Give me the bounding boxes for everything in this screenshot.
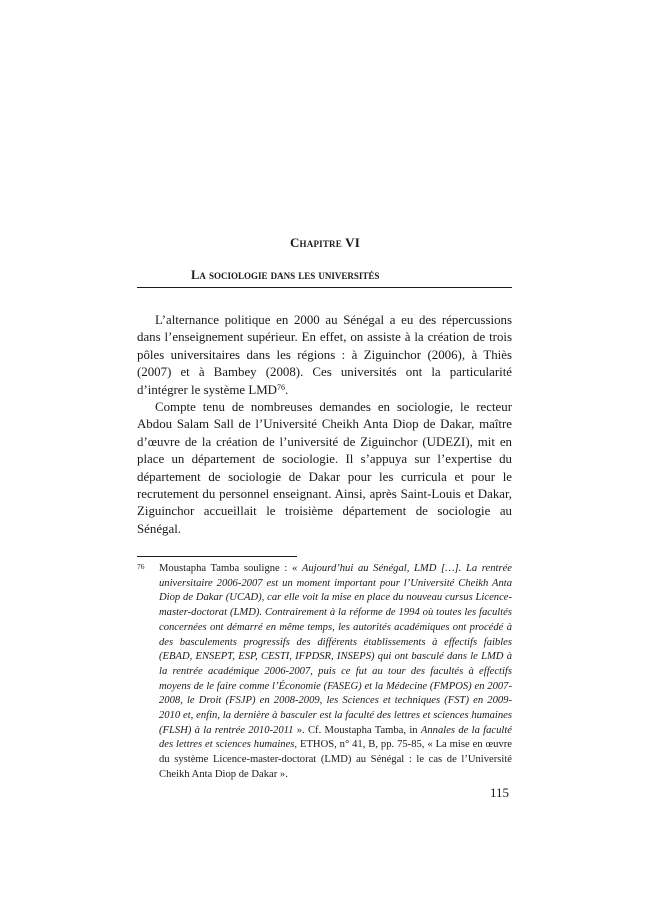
paragraph-1-text: L’alternance politique en 2000 au Sénégal a eu des répercussions dans l’enseignement supérieur. En effet, on assiste à la création de trois pôles universitaires dans les régions : à Ziguinchor (2006), à Thiès (2007) et à Bambey (2008). Ces universités ont la particularité d’intégrer le système LMD <box>137 313 512 397</box>
page-number: 115 <box>490 785 510 800</box>
section-title: La sociologie dans les universités <box>191 268 380 282</box>
section-heading-block <box>137 268 512 288</box>
paragraph-1-end: . <box>284 382 289 397</box>
footnote-separator <box>137 556 297 557</box>
footnote-number: 76 <box>137 562 145 571</box>
footnote-body <box>159 562 512 783</box>
footnote-lead: Moustapha Tamba souligne : « <box>159 563 298 574</box>
footnote-tail: , ETHOS, n° 41, B, pp. 75-85, « La mise en œuvre du système Licence-master-doctorat (LMD) au Sénégal : le cas de l’Université Cheikh Anta Diop de Dakar ». <box>159 739 512 780</box>
footnote-reference[interactable]: 76 <box>276 382 285 392</box>
footnote-quote: Aujourd’hui au Sénégal, LMD […]. La rentrée universitaire 2006-2007 est un moment important pour l’Université Cheikh Anta Diop de Dakar (UCAD), car elle voit la mise en place du nouveau cursus Licence-master-doctorat (LMD). Contrairement à la réforme de 1994 où toutes les facultés concernées ont démarré en même temps, les autorités académiques ont procédé à des basculements progressifs des différents établissements à effectifs faibles (EBAD, ENSEPT, ESP, CESTI, IFPDSR, INSEPS) qui ont basculé dans le LMD à la rentrée académique 2006-2007, puis ce fut au tour des facultés à effectifs moyens de le faire comme l’Économie (FASEG) et la Médecine (FMPOS) en 2007-2008, le Droit (FSJP) en 2008-2009, les Sciences et techniques (FST) en 2009-2010 et, enfin, la dernière à basculer est la faculté des lettres et sciences humaines (FLSH) à la rentrée 2010-2011 <box>159 563 512 736</box>
footnote <box>137 562 512 783</box>
paragraph-2: Compte tenu de nombreuses demandes en sociologie, le recteur Abdou Salam Sall de l’Université Cheikh Anta Diop de Dakar, maître d’œuvre de la création de l’université de Ziguinchor (UDEZI), mit en place un département de sociologie. Il s’appuya sur l’expertise du département de sociologie de Dakar pour les curricula et pour le recrutement du personnel enseignant. Ainsi, après Saint-Louis et Dakar, Ziguinchor accueillait le troisième département de sociologie au Sénégal. <box>137 400 512 536</box>
paragraph-1 <box>137 312 512 399</box>
body-text <box>137 312 512 538</box>
footnote-journal: Annales de la faculté des lettres et sciences humaines <box>159 724 512 751</box>
chapter-title: Chapitre VI <box>289 235 361 250</box>
footnote-close: ». Cf. Moustapha Tamba, in <box>296 724 418 736</box>
